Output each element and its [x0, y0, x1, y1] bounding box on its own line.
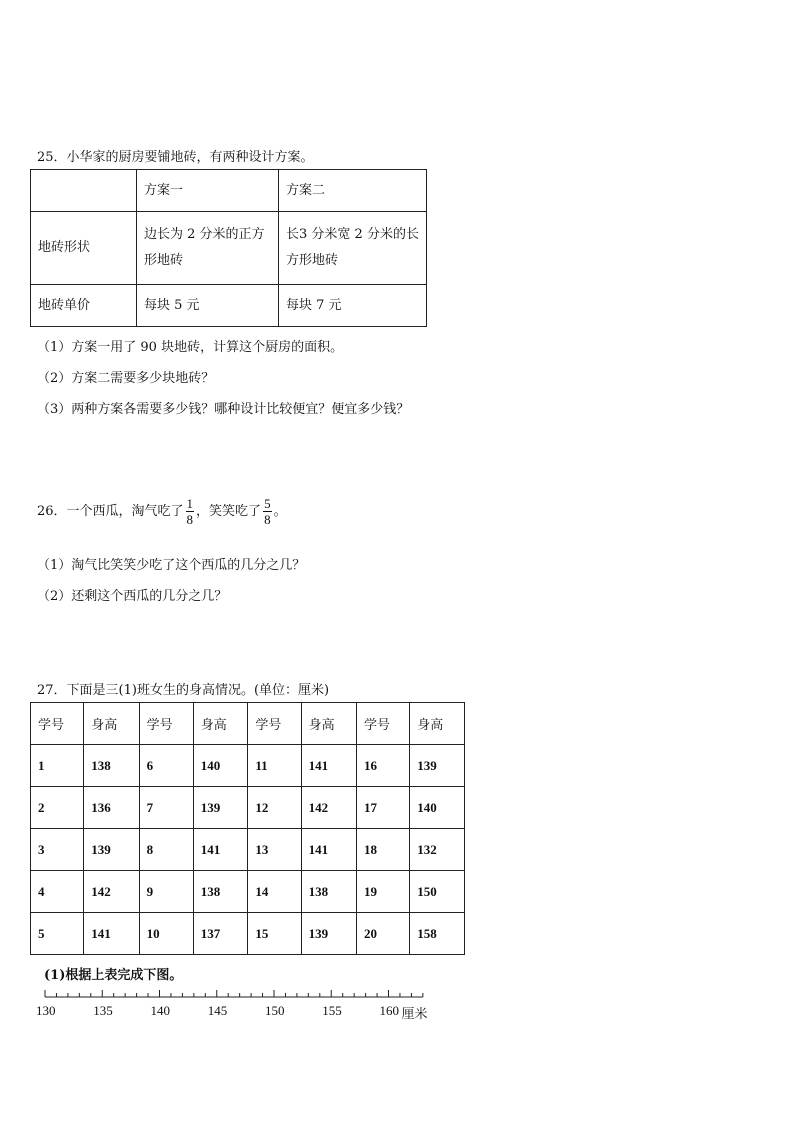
fraction-denominator: 8	[264, 512, 271, 527]
tick-label: 160	[379, 1003, 399, 1018]
table-cell: 140	[193, 745, 248, 787]
q26-title	[37, 496, 287, 527]
table-header-cell: 身高	[410, 703, 465, 745]
table-cell: 2	[31, 787, 84, 829]
table-cell: 136	[84, 787, 139, 829]
table-cell: 141	[301, 745, 356, 787]
table-row	[31, 285, 427, 327]
table-cell: 141	[193, 829, 248, 871]
q25-sub2: （2）方案二需要多少块地砖？	[37, 371, 215, 386]
table-cell: 11	[248, 745, 301, 787]
tick-label: 155	[322, 1003, 342, 1018]
table-header-cell: 学号	[31, 703, 84, 745]
fraction-denominator: 8	[186, 512, 194, 527]
number-line	[0, 985, 480, 1005]
q26-middle: ，笑笑吃了	[196, 504, 262, 519]
table-cell	[137, 212, 279, 285]
table-header-cell: 学号	[139, 703, 193, 745]
table-cell: 9	[139, 871, 193, 913]
q25-sub3: （3）两种方案各需要多少钱？哪种设计比较便宜？便宜多少钱？	[37, 402, 410, 417]
tick-label: 130	[36, 1003, 56, 1018]
table-row	[31, 745, 465, 787]
fraction-numerator: 1	[186, 496, 194, 511]
table-cell: 139	[193, 787, 248, 829]
q26-sub2: （2）还剩这个西瓜的几分之几？	[37, 589, 228, 604]
table-cell: 138	[301, 871, 356, 913]
q26-suffix: 。	[273, 504, 287, 519]
fraction	[186, 496, 195, 527]
table-cell: 138	[193, 871, 248, 913]
table-cell: 15	[248, 913, 301, 955]
cell-line: 方形地砖	[286, 253, 339, 268]
table-row	[31, 829, 465, 871]
table-header-cell: 学号	[357, 703, 410, 745]
tick-label: 150	[265, 1003, 285, 1018]
q25-table	[30, 169, 427, 327]
table-cell	[279, 212, 427, 285]
table-cell: 6	[139, 745, 193, 787]
table-cell: 8	[139, 829, 193, 871]
table-cell: 方案一	[137, 170, 279, 212]
q25-sub1: （1）方案一用了 90 块地砖，计算这个厨房的面积。	[37, 340, 344, 355]
table-cell: 地砖形状	[31, 212, 137, 285]
tick-label: 145	[207, 1003, 228, 1018]
table-cell: 139	[410, 745, 465, 787]
fraction	[263, 496, 272, 527]
table-header-cell: 学号	[248, 703, 301, 745]
table-header-cell: 身高	[193, 703, 248, 745]
table-row	[31, 170, 427, 212]
table-cell: 14	[248, 871, 301, 913]
table-cell: 137	[193, 913, 248, 955]
table-cell: 142	[301, 787, 356, 829]
cell-line: 长3 分米宽 2 分米的长	[286, 227, 419, 242]
table-cell: 4	[31, 871, 84, 913]
table-cell: 138	[84, 745, 139, 787]
axis-unit-label: 厘米	[401, 1006, 428, 1021]
table-cell: 158	[410, 913, 465, 955]
table-row	[31, 913, 465, 955]
table-cell: 18	[357, 829, 410, 871]
table-cell: 132	[410, 829, 465, 871]
q27-table	[30, 702, 465, 955]
table-row	[31, 871, 465, 913]
table-cell: 150	[410, 871, 465, 913]
table-row	[31, 787, 465, 829]
table-cell: 7	[139, 787, 193, 829]
table-cell: 16	[357, 745, 410, 787]
table-cell: 方案二	[279, 170, 427, 212]
table-cell: 10	[139, 913, 193, 955]
tick-label: 140	[150, 1003, 170, 1018]
fraction-numerator: 5	[264, 496, 271, 511]
q27-title: 27．下面是三(1)班女生的身高情况。(单位：厘米)	[37, 683, 330, 698]
q26-prefix: 26．一个西瓜，淘气吃了	[37, 504, 184, 519]
tick-label: 135	[93, 1003, 113, 1018]
table-cell: 141	[84, 913, 139, 955]
table-cell: 142	[84, 871, 139, 913]
table-cell: 139	[84, 829, 139, 871]
table-cell: 141	[301, 829, 356, 871]
table-cell: 12	[248, 787, 301, 829]
table-cell: 3	[31, 829, 84, 871]
cell-line: 形地砖	[144, 253, 184, 268]
table-cell: 140	[410, 787, 465, 829]
q27-sub1: (1)根据上表完成下图。	[44, 968, 183, 983]
table-header-cell: 身高	[301, 703, 356, 745]
table-cell: 每块 7 元	[279, 285, 427, 327]
table-cell: 1	[31, 745, 84, 787]
cell-line: 边长为 2 分米的正方	[144, 227, 265, 242]
table-cell: 地砖单价	[31, 285, 137, 327]
table-cell: 20	[357, 913, 410, 955]
table-row	[31, 212, 427, 285]
table-cell: 139	[301, 913, 356, 955]
table-cell	[31, 170, 137, 212]
table-header-cell: 身高	[84, 703, 139, 745]
table-cell: 13	[248, 829, 301, 871]
q26-sub1: （1）淘气比笑笑少吃了这个西瓜的几分之几？	[37, 558, 306, 573]
table-cell: 每块 5 元	[137, 285, 279, 327]
table-cell: 5	[31, 913, 84, 955]
table-header-row	[31, 703, 465, 745]
table-cell: 17	[357, 787, 410, 829]
q25-title: 25．小华家的厨房要铺地砖，有两种设计方案。	[37, 150, 314, 165]
table-cell: 19	[357, 871, 410, 913]
